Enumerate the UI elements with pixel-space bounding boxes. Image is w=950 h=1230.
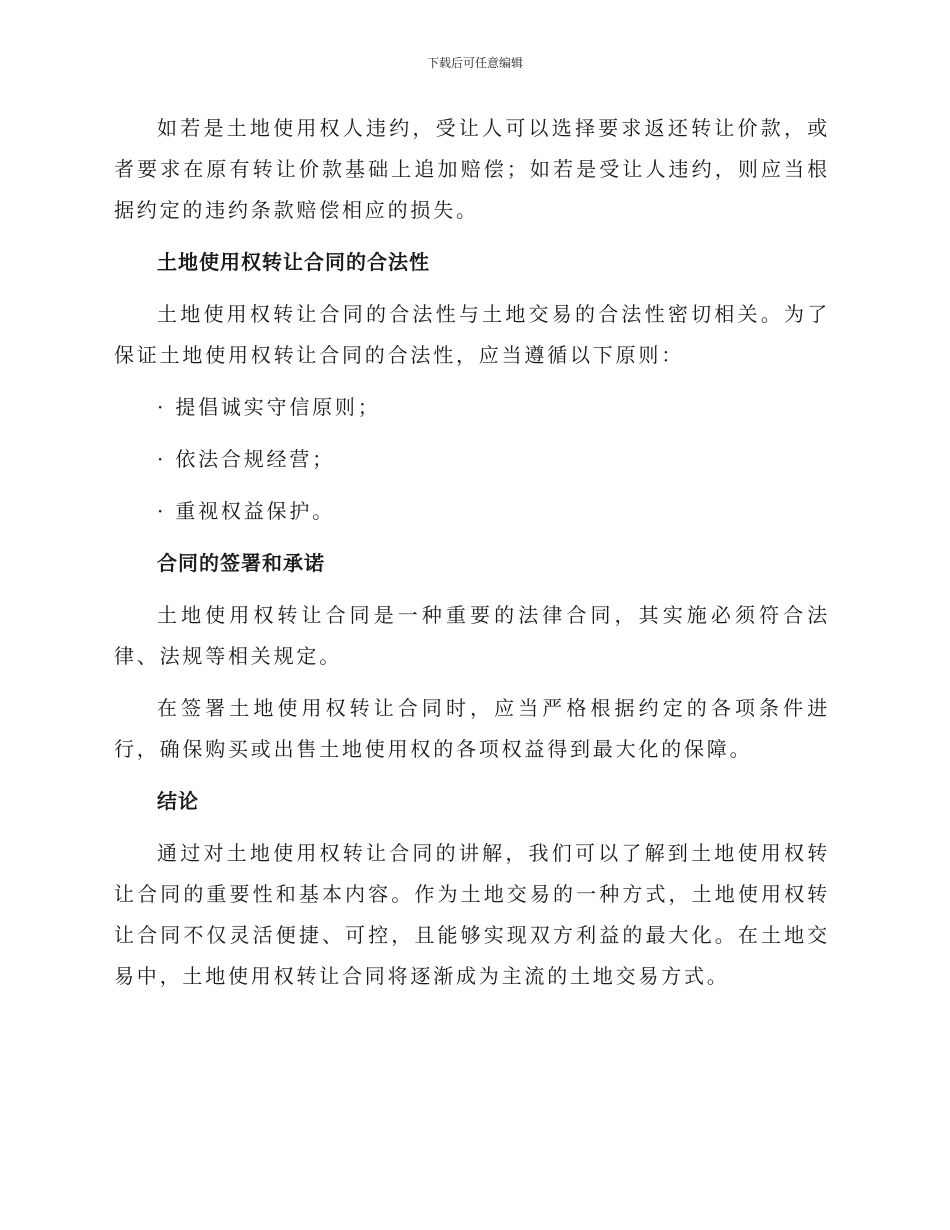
bullet-item: · 提倡诚实守信原则； — [157, 395, 381, 419]
paragraph-legality: 土地使用权转让合同的合法性与土地交易的合法性密切相关。为了保证土地使用权转让合同的合法性，应当遵循以下原则： — [114, 302, 830, 367]
bullet-item: · 依法合规经营； — [157, 447, 335, 471]
paragraph-breach-compensation: 如若是土地使用权人违约，受让人可以选择要求返还转让价款，或者要求在原有转让价款基础上追加赔偿；如若是受让人违约，则应当根据约定的违约条款赔偿相应的损失。 — [114, 116, 830, 222]
section-heading-legality: 土地使用权转让合同的合法性 — [157, 250, 430, 274]
page-header: 下载后可任意编辑 — [426, 56, 523, 70]
bullet-item: · 重视权益保护。 — [157, 499, 335, 523]
document-body — [114, 108, 830, 1008]
paragraph-legal-contract: 土地使用权转让合同是一种重要的法律合同，其实施必须符合法律、法规等相关规定。 — [114, 603, 830, 668]
section-heading-signing: 合同的签署和承诺 — [157, 551, 325, 575]
section-heading-conclusion: 结论 — [157, 789, 199, 813]
paragraph-conclusion: 通过对土地使用权转让合同的讲解，我们可以了解到土地使用权转让合同的重要性和基本内容。作为土地交易的一种方式，土地使用权转让合同不仅灵活便捷、可控，且能够实现双方利益的最大化。在土地交易中，土地使用权转让合同将逐渐成为主流的土地交易方式。 — [114, 841, 830, 988]
paragraph-signing-conditions: 在签署土地使用权转让合同时，应当严格根据约定的各项条件进行，确保购买或出售土地使用权的各项权益得到最大化的保障。 — [114, 696, 830, 761]
